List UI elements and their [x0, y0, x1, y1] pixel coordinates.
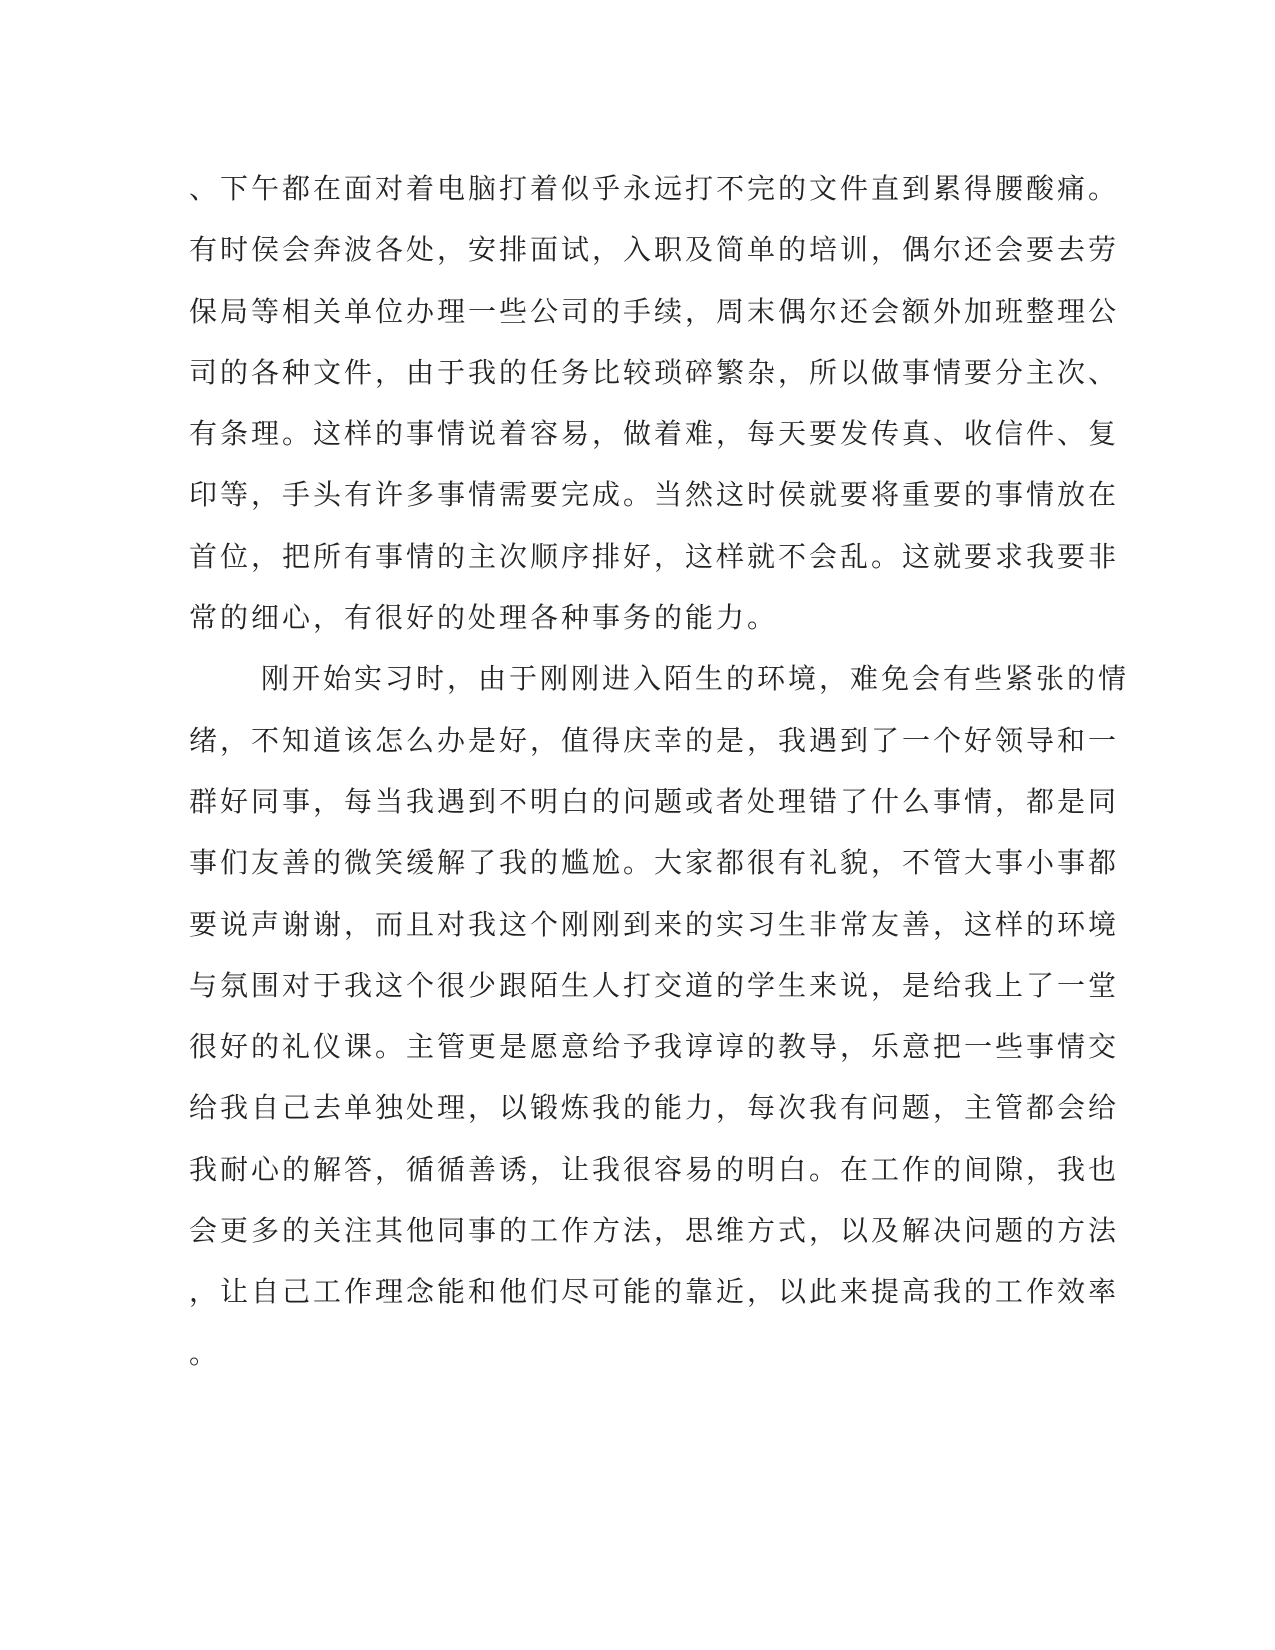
text-line: ，让自己工作理念能和他们尽可能的靠近，以此来提高我的工作效率	[189, 1275, 1120, 1309]
text-line: 绪，不知道该怎么办是好，值得庆幸的是，我遇到了一个好领导和一	[189, 723, 1120, 757]
paragraph-first-line: 刚开始实习时，由于刚刚进入陌生的环境，难免会有些紧张的情	[261, 662, 1130, 696]
text-line: 我耐心的解答，循循善诱，让我很容易的明白。在工作的间隙，我也	[189, 1152, 1120, 1186]
text-line: 要说声谢谢，而且对我这个刚刚到来的实习生非常友善，这样的环境	[189, 907, 1120, 941]
text-line: 常的细心，有很好的处理各种事务的能力。	[189, 601, 779, 635]
text-line: 群好同事，每当我遇到不明白的问题或者处理错了什么事情，都是同	[189, 784, 1120, 818]
text-line: 、下午都在面对着电脑打着似乎永远打不完的文件直到累得腰酸痛。	[189, 172, 1120, 205]
text-line: 很好的礼仪课。主管更是愿意给予我谆谆的教导，乐意把一些事情交	[189, 1030, 1120, 1064]
text-line: 司的各种文件，由于我的任务比较琐碎繁杂，所以做事情要分主次、	[189, 355, 1120, 389]
text-line: 印等，手头有许多事情需要完成。当然这时侯就要将重要的事情放在	[189, 478, 1120, 512]
text-line: 会更多的关注其他同事的工作方法，思维方式，以及解决问题的方法	[189, 1214, 1120, 1248]
text-line: 与氛围对于我这个很少跟陌生人打交道的学生来说，是给我上了一堂	[189, 968, 1120, 1002]
text-line: 。	[189, 1336, 221, 1370]
text-line: 首位，把所有事情的主次顺序排好，这样就不会乱。这就要求我要非	[189, 539, 1120, 573]
body-text	[189, 158, 1130, 1384]
text-line: 有条理。这样的事情说着容易，做着难，每天要发传真、收信件、复	[189, 417, 1120, 451]
text-line: 给我自己去单独处理，以锻炼我的能力，每次我有问题，主管都会给	[189, 1091, 1120, 1125]
text-line: 事们友善的微笑缓解了我的尴尬。大家都很有礼貌，不管大事小事都	[189, 846, 1120, 880]
text-line: 保局等相关单位办理一些公司的手续，周末偶尔还会额外加班整理公	[189, 294, 1120, 328]
text-line: 有时侯会奔波各处，安排面试，入职及简单的培训，偶尔还会要去劳	[189, 233, 1120, 267]
